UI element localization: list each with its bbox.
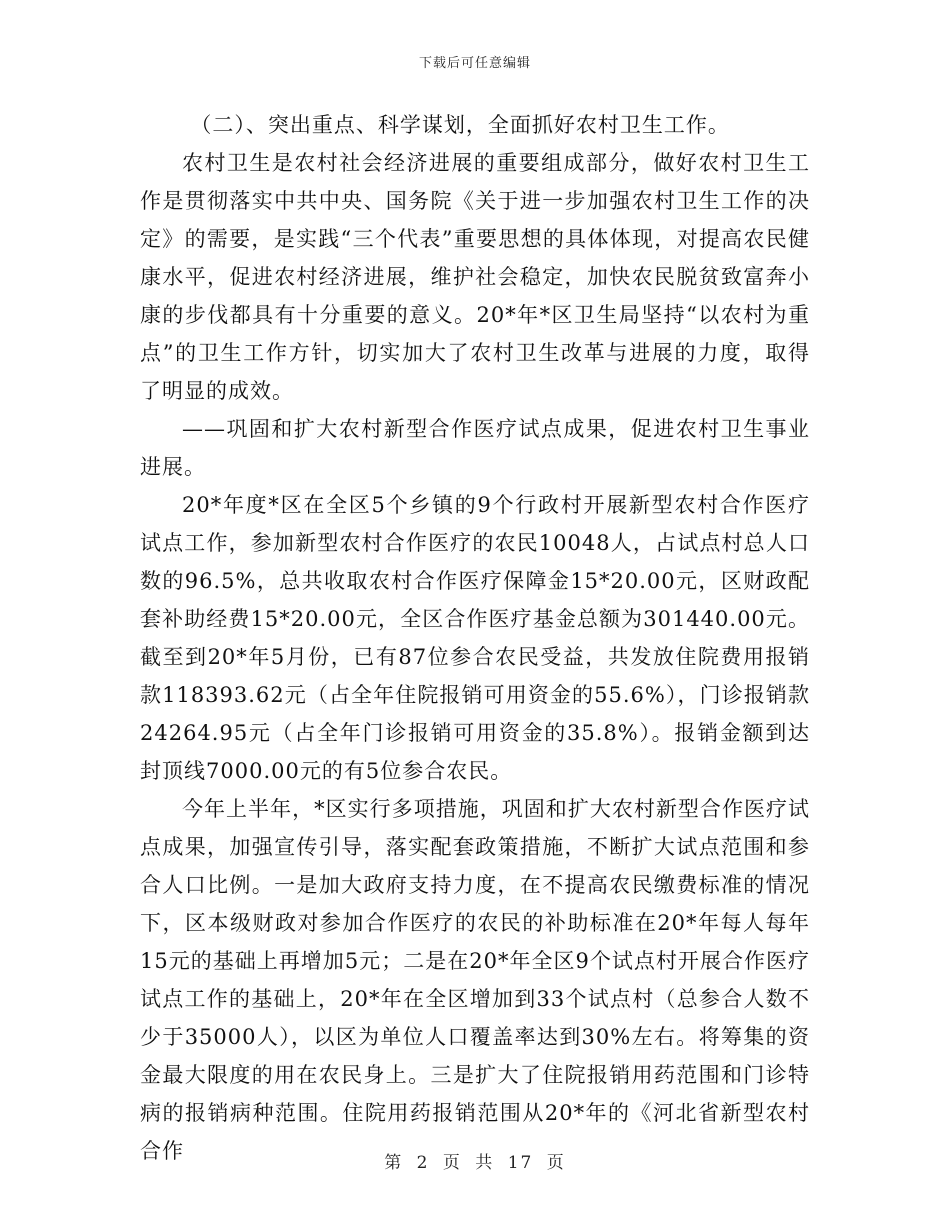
document-body bbox=[140, 106, 810, 1170]
page-number-current: 2 bbox=[416, 1153, 430, 1173]
page-label-page: 页 bbox=[442, 1153, 462, 1173]
page-number-total: 17 bbox=[507, 1153, 534, 1173]
page-label-prefix: 第 bbox=[384, 1153, 404, 1173]
section-heading: （二）、突出重点、科学谋划，全面抓好农村卫生工作。 bbox=[190, 113, 730, 137]
page-label-suffix: 页 bbox=[546, 1153, 566, 1173]
page-label-total: 共 bbox=[475, 1153, 495, 1173]
paragraph-pilot-statistics: 20*年度*区在全区5个乡镇的9个行政村开展新型农村合作医疗试点工作，参加新型农村合作医疗的农民10048人，占试点村总人口数的96.5%，总共收取农村合作医疗保障金15*20.00元，区财政配套补助经费15*20.00元，全区合作医疗基金总额为301440.00元。截至到20*年5月份，已有87位参合农民受益，共发放住院费用报销款118393.62元（占全年住院报销可用资金的55.6%），门诊报销款24264.95元（占全年门诊报销可用资金的35.8%）。报销金额到达封顶线7000.00元的有5位参合农民。 bbox=[140, 493, 810, 783]
page-footer bbox=[0, 1148, 950, 1173]
paragraph-first-half-measures: 今年上半年，*区实行多项措施，巩固和扩大农村新型合作医疗试点成果，加强宣传引导，落实配套政策措施，不断扩大试点范围和参合人口比例。一是加大政府支持力度，在不提高农民缴费标准的情况下，区本级财政对参加合作医疗的农民的补助标准在20*年每人每年15元的基础上再增加5元；二是在20*年全区9个试点村开展合作医疗试点工作的基础上，20*年在全区增加到33个试点村（总参合人数不少于35000人），以区为单位人口覆盖率达到30%左右。将筹集的资金最大限度的用在农民身上。三是扩大了住院报销用药范围和门诊特病的报销病种范围。住院用药报销范围从20*年的《河北省新型农村合作 bbox=[140, 797, 810, 1163]
paragraph-rural-health-intro: 农村卫生是农村社会经济进展的重要组成部分，做好农村卫生工作是贯彻落实中共中央、国务院《关于进一步加强农村卫生工作的决定》的需要，是实践“三个代表”重要思想的具体体现，对提高农民健康水平，促进农村经济进展，维护社会稳定，加快农民脱贫致富奔小康的步伐都具有十分重要的意义。20*年*区卫生局坚持“以农村为重点”的卫生工作方针，切实加大了农村卫生改革与进展的力度，取得了明显的成效。 bbox=[140, 151, 810, 403]
page-header-note: 下载后可任意编辑 bbox=[418, 56, 531, 71]
paragraph-cooperative-medical-subheading: ——巩固和扩大农村新型合作医疗试点成果，促进农村卫生事业进展。 bbox=[140, 417, 810, 479]
